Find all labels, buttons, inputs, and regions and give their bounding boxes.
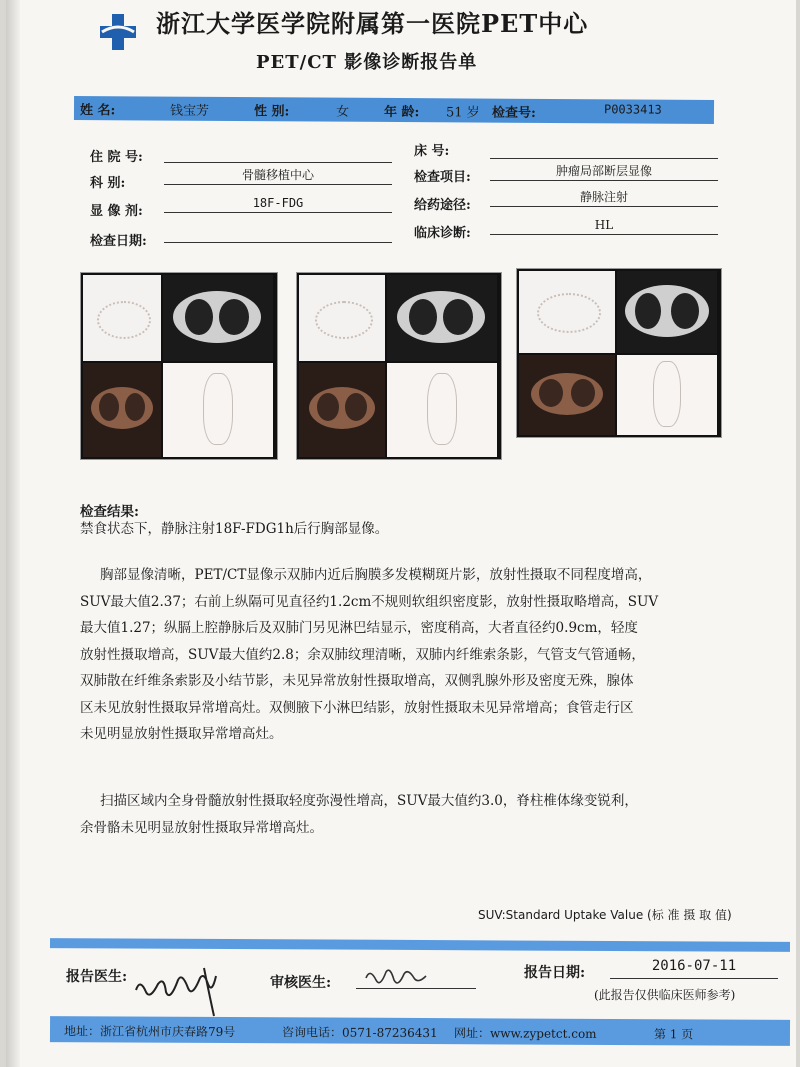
fusion-axial-image — [83, 363, 161, 457]
pet-axial-image — [83, 275, 161, 361]
result-line: 最大值1.27；纵膈上腔静脉后及双肺门另见淋巴结显示，密度稍高，大者直径约0.9cm，轻度 — [80, 620, 638, 636]
result-line: 放射性摄取增高，SUV最大值约2.8；余双肺纹理清晰，双肺内纤维索条影，气管支气管通畅， — [80, 646, 645, 663]
pet-ct-image-set-3 — [516, 268, 722, 438]
result-line: 余骨骼未见明显放射性摄取异常增高灶。 — [80, 819, 323, 836]
result-line: 扫描区域内全身骨髓放射性摄取轻度弥漫性增高，SUV最大值约3.0，脊柱椎体缘变锐利， — [100, 793, 638, 809]
exam-no: P0033413 — [603, 102, 662, 117]
footer-bar — [50, 1016, 790, 1046]
diag-label: 临床诊断: — [414, 226, 471, 241]
route-value: 静脉注射 — [490, 190, 718, 207]
pet-axial-image — [299, 275, 385, 361]
bed-label: 床 号: — [414, 144, 450, 159]
agent-label: 显 像 剂: — [90, 204, 143, 219]
results-heading: 检查结果: — [80, 504, 139, 520]
reporter-signature — [130, 958, 230, 1018]
footer-website: 网址：www.zypetct.com — [453, 1026, 597, 1041]
exam-date-label: 检查日期: — [90, 234, 147, 249]
pet-ct-image-set-2 — [296, 272, 502, 460]
results-intro: 禁食状态下，静脉注射18F-FDG1h后行胸部显像。 — [80, 521, 389, 537]
report-date: 2016-07-11 — [610, 958, 778, 979]
results-paragraph-2 — [80, 788, 638, 841]
reporter-label: 报告医生: — [66, 969, 128, 985]
footer-address: 地址：浙江省杭州市庆春路79号 — [63, 1024, 236, 1040]
mip-body-image — [163, 363, 273, 457]
ct-axial-image — [163, 275, 273, 361]
page-number: 第 1 页 — [653, 1027, 694, 1042]
dept-value: 骨髓移植中心 — [164, 168, 392, 185]
ct-axial-image — [617, 271, 717, 353]
result-line: 双肺散在纤维条索影及小结节影，未见异常放射性摄取增高，双侧乳腺外形及密度无殊，腺体 — [80, 673, 634, 689]
ct-axial-image — [387, 275, 497, 361]
report-date-label: 报告日期: — [524, 965, 586, 981]
mip-body-image — [387, 363, 497, 457]
disclaimer-note: (此报告仅供临床医师参考) — [594, 988, 736, 1002]
hospital-cross-logo — [98, 12, 138, 52]
diag-value: HL — [490, 218, 718, 235]
item-label: 检查项目: — [414, 170, 471, 185]
sex-label: 性 别: — [253, 104, 290, 120]
patient-sex: 女 — [335, 104, 350, 120]
bed-value — [490, 142, 718, 159]
results-paragraph-1 — [80, 562, 658, 748]
patient-info-bar — [74, 96, 714, 124]
dept-label: 科 别: — [90, 176, 126, 191]
exam-no-label: 检查号: — [491, 105, 536, 121]
reviewer-signature — [362, 962, 432, 992]
route-label: 给药途径: — [414, 198, 471, 213]
result-line: 区未见放射性摄取异常增高灶。双侧腋下小淋巴结影，放射性摄取未见异常增高；食管走行区 — [80, 699, 634, 716]
fusion-axial-image — [519, 355, 615, 435]
suv-note: SUV:Standard Uptake Value (标 准 摄 取 值) — [478, 908, 732, 922]
footer-phone: 咨询电话：0571-87236431 — [281, 1025, 438, 1041]
mip-body-image — [617, 355, 717, 435]
binding-edge — [6, 0, 20, 1067]
patient-name: 钱宝芳 — [169, 103, 210, 119]
signature-top-bar — [50, 938, 790, 952]
age-label: 年 龄: — [383, 104, 420, 121]
result-line: 未见明显放射性摄取异常增高灶。 — [80, 726, 283, 742]
inpatient-no-label: 住 院 号: — [90, 150, 143, 165]
patient-age: 51 岁 — [445, 105, 480, 121]
exam-date-value — [164, 226, 392, 243]
fusion-axial-image — [299, 363, 385, 457]
agent-value: 18F-FDG — [164, 196, 392, 213]
report-title: PET/CT 影像诊断报告单 — [256, 52, 478, 73]
reviewer-label: 审核医生: — [270, 975, 332, 991]
name-label: 姓 名: — [79, 103, 116, 119]
pet-axial-image — [519, 271, 615, 353]
result-line: SUV最大值2.37；右前上纵隔可见直径约1.2cm不规则软组织密度影，放射性摄取略增高，SUV — [80, 593, 659, 610]
pet-ct-image-set-1 — [80, 272, 278, 460]
result-line: 胸部显像清晰，PET/CT显像示双肺内近后胸膜多发模糊斑片影，放射性摄取不同程度增高， — [100, 567, 652, 583]
report-sheet — [6, 0, 796, 1067]
hospital-name: 浙江大学医学院附属第一医院PET中心 — [156, 9, 589, 38]
item-value: 肿瘤局部断层显像 — [490, 164, 718, 181]
inpatient-no-value — [164, 146, 392, 163]
